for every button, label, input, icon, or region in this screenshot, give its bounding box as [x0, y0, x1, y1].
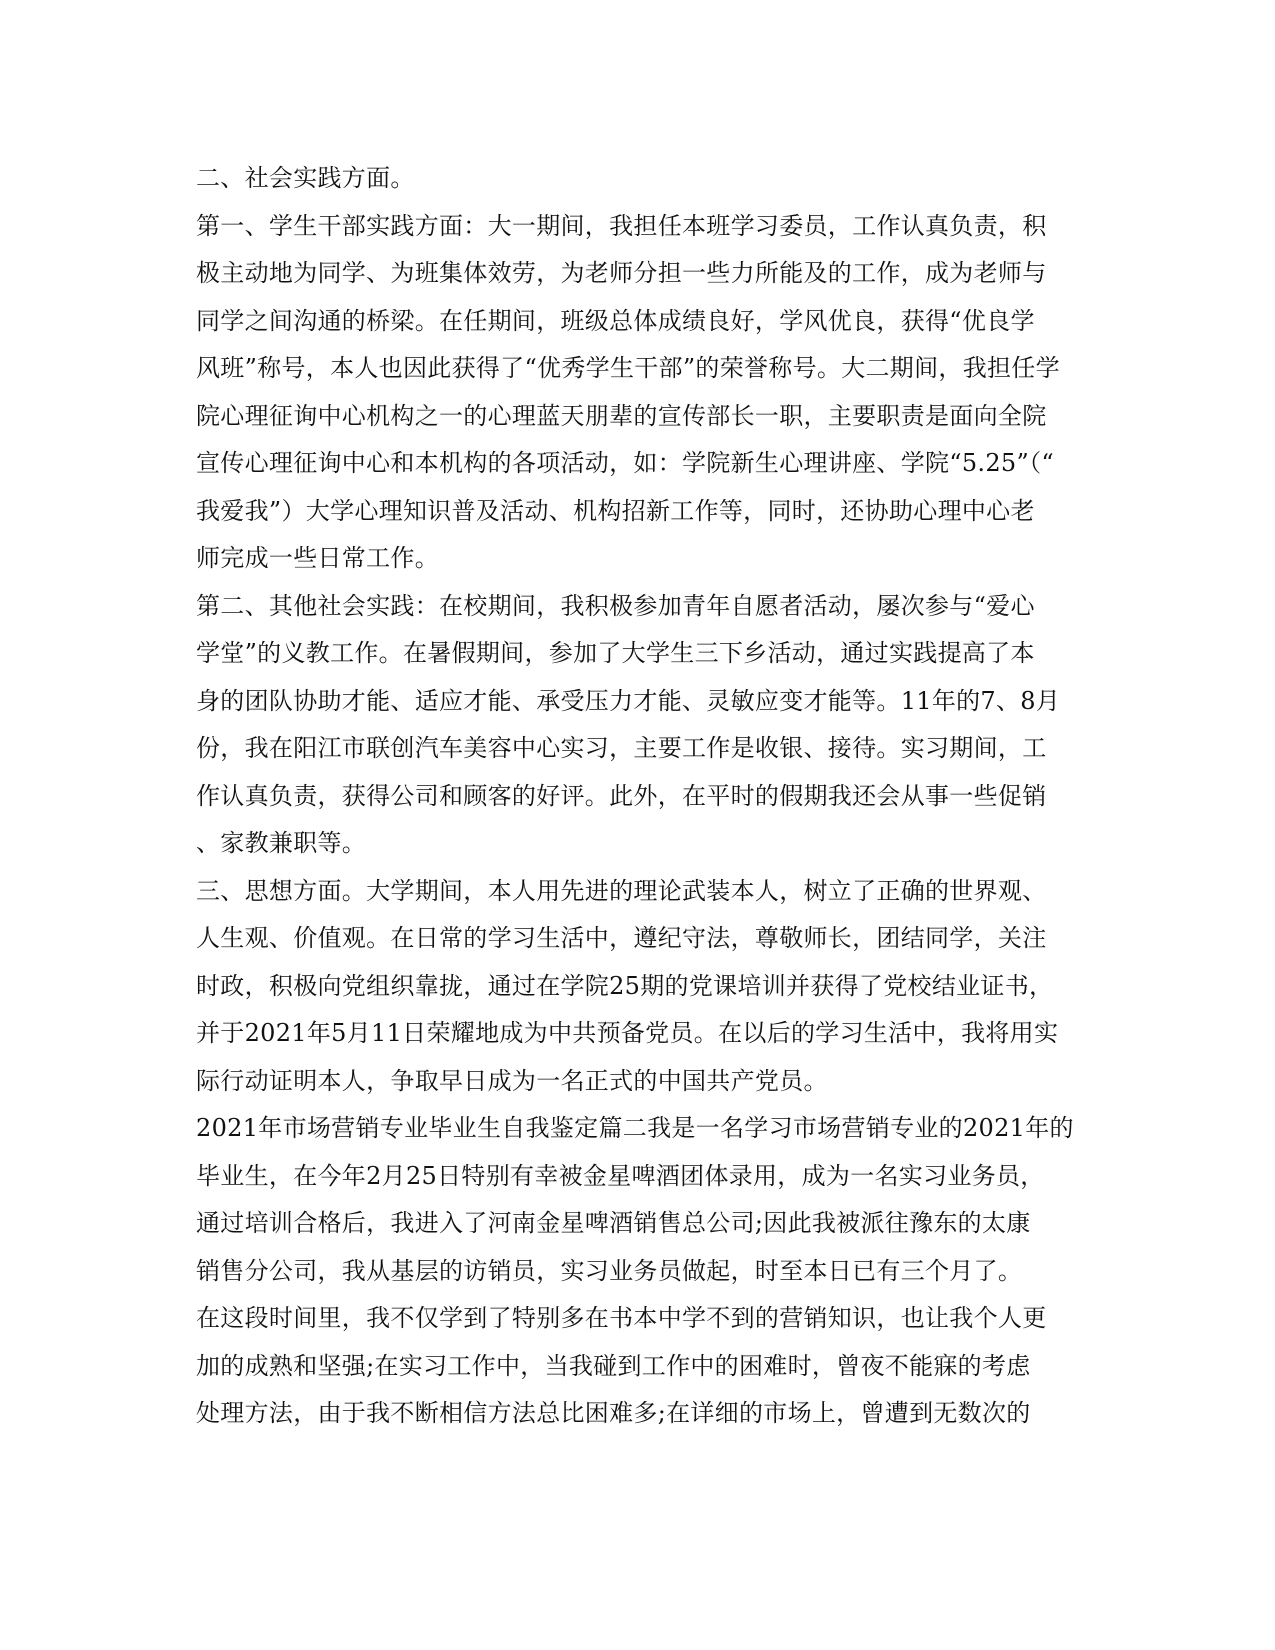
- text-line: 通过培训合格后，我进入了河南金星啤酒销售总公司;因此我被派往豫东的太康: [196, 1209, 1031, 1237]
- text-line: 同学之间沟通的桥梁。在任期间，班级总体成绩良好，学风优良，获得“优良学: [196, 306, 1035, 335]
- text-line: 处理方法，由于我不断相信方法总比困难多;在详细的市场上，曾遭到无数次的: [196, 1399, 1031, 1427]
- text-line: 风班”称号，本人也因此获得了“优秀学生干部”的荣誉称号。大二期间，我担任学: [196, 354, 1060, 382]
- text-line: 师完成一些日常工作。: [196, 544, 439, 572]
- text-line: 际行动证明本人，争取早日成为一名正式的中国共产党员。: [196, 1066, 828, 1095]
- text-line: 加的成熟和坚强;在实习工作中，当我碰到工作中的困难时，曾夜不能寐的考虑: [196, 1351, 1031, 1380]
- text-line: 在这段时间里，我不仅学到了特别多在书本中学不到的营销知识，也让我个人更: [196, 1304, 1047, 1332]
- text-line: 宣传心理征询中心和本机构的各项活动，如：学院新生心理讲座、学院“5.25”（“: [196, 449, 1054, 477]
- text-line: 第一、学生干部实践方面：大一期间，我担任本班学习委员，工作认真负责，积: [196, 211, 1047, 240]
- text-line: 、家教兼职等。: [196, 829, 367, 857]
- text-line: 销售分公司，我从基层的访销员，实习业务员做起，时至本日已有三个月了。: [196, 1256, 1023, 1285]
- text-line: 三、思想方面。大学期间，本人用先进的理论武装本人，树立了正确的世界观、: [196, 876, 1047, 905]
- text-line: 我爱我”）大学心理知识普及活动、机构招新工作等，同时，还协助心理中心老: [196, 496, 1035, 525]
- text-line: 时政，积极向党组织靠拢，通过在学院25期的党课培训并获得了党校结业证书，: [196, 971, 1054, 1000]
- text-line: 院心理征询中心机构之一的心理蓝天朋辈的宣传部长一职，主要职责是面向全院: [196, 401, 1047, 430]
- text-line: 人生观、价值观。在日常的学习生活中，遵纪守法，尊敬师长，团结同学，关注: [196, 924, 1047, 952]
- document-body: [196, 155, 1076, 1438]
- text-line: 份，我在阳江市联创汽车美容中心实习，主要工作是收银、接待。实习期间，工: [196, 734, 1047, 762]
- text-line: 身的团队协助才能、适应才能、承受压力才能、灵敏应变才能等。11年的7、8月: [196, 686, 1061, 715]
- text-line: 2021年市场营销专业毕业生自我鉴定篇二我是一名学习市场营销专业的2021年的: [196, 1114, 1074, 1142]
- text-line: 作认真负责，获得公司和顾客的好评。此外，在平时的假期我还会从事一些促销: [196, 781, 1047, 810]
- text-line: 并于2021年5月11日荣耀地成为中共预备党员。在以后的学习生活中，我将用实: [196, 1019, 1059, 1047]
- text-line: 学堂”的义教工作。在暑假期间，参加了大学生三下乡活动，通过实践提高了本: [196, 639, 1035, 667]
- text-line: 毕业生，在今年2月25日特别有幸被金星啤酒团体录用，成为一名实习业务员，: [196, 1161, 1045, 1190]
- text-line: 极主动地为同学、为班集体效劳，为老师分担一些力所能及的工作，成为老师与: [196, 259, 1047, 287]
- text-line: 二、社会实践方面。: [196, 164, 415, 192]
- text-line: 第二、其他社会实践：在校期间，我积极参加青年自愿者活动，屡次参与“爱心: [196, 591, 1035, 620]
